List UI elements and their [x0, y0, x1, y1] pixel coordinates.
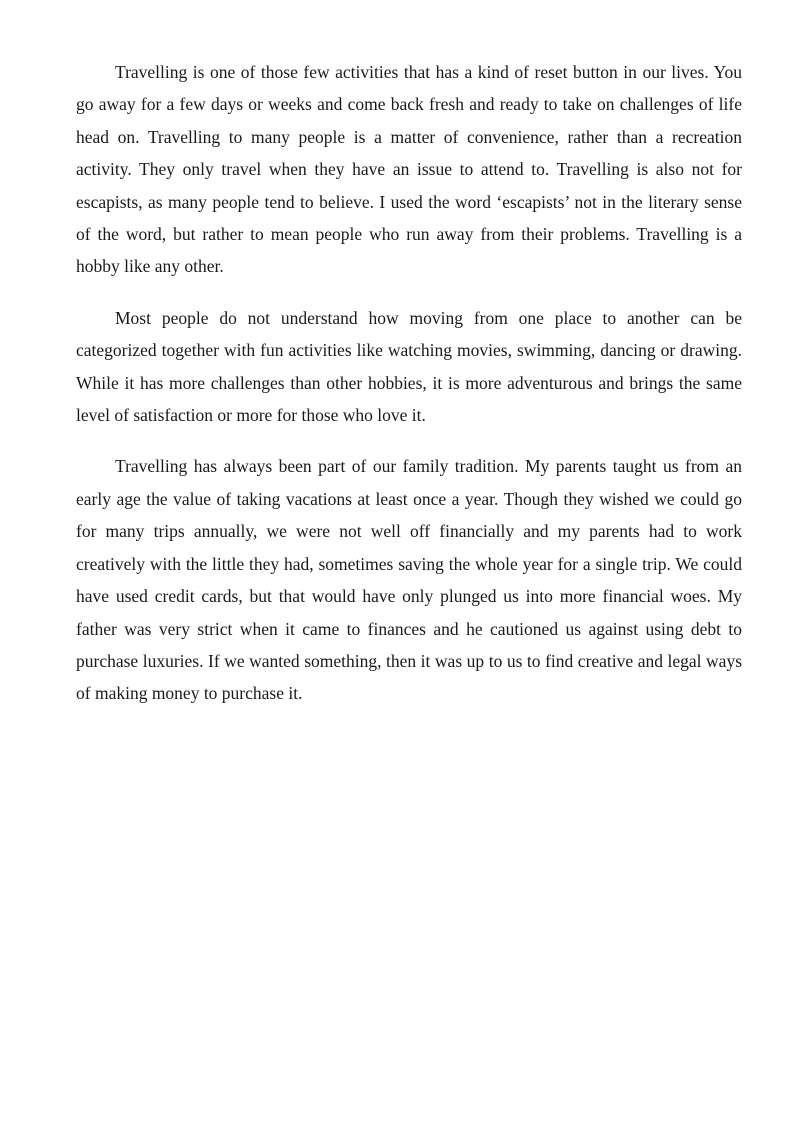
paragraph-1: Travelling is one of those few activities that has a kind of reset button in our lives. You go away for a few days or weeks and come back fresh and ready to take on challenges of life head on. Travelling to many people is a matter of convenience, rather than a recreation activity. They only travel when they have an issue to attend to. Travelling is also not for escapists, as many people tend to believe. I used the word ‘escapists’ not in the literary sense of the word, but rather to mean people who run away from their problems. Travelling is a hobby like any other.: [76, 62, 742, 277]
paragraph-3: Travelling has always been part of our family tradition. My parents taught us from an early age the value of taking vacations at least once a year. Though they wished we could go for many trips annually, we were not well off financially and my parents had to work creatively with the little they had, sometimes saving the whole year for a single trip. We could have used credit cards, but that would have only plunged us into more financial woes. My father was very strict when it came to finances and he cautioned us against using debt to purchase luxuries. If we wanted something, then it was up to us to find creative and legal ways of making money to purchase it.: [76, 456, 742, 704]
document-body: [76, 56, 742, 729]
paragraph-2: Most people do not understand how moving from one place to another can be categorized together with fun activities like watching movies, swimming, dancing or drawing. While it has more challenges than other hobbies, it is more adventurous and brings the same level of satisfaction or more for those who love it.: [76, 307, 742, 426]
